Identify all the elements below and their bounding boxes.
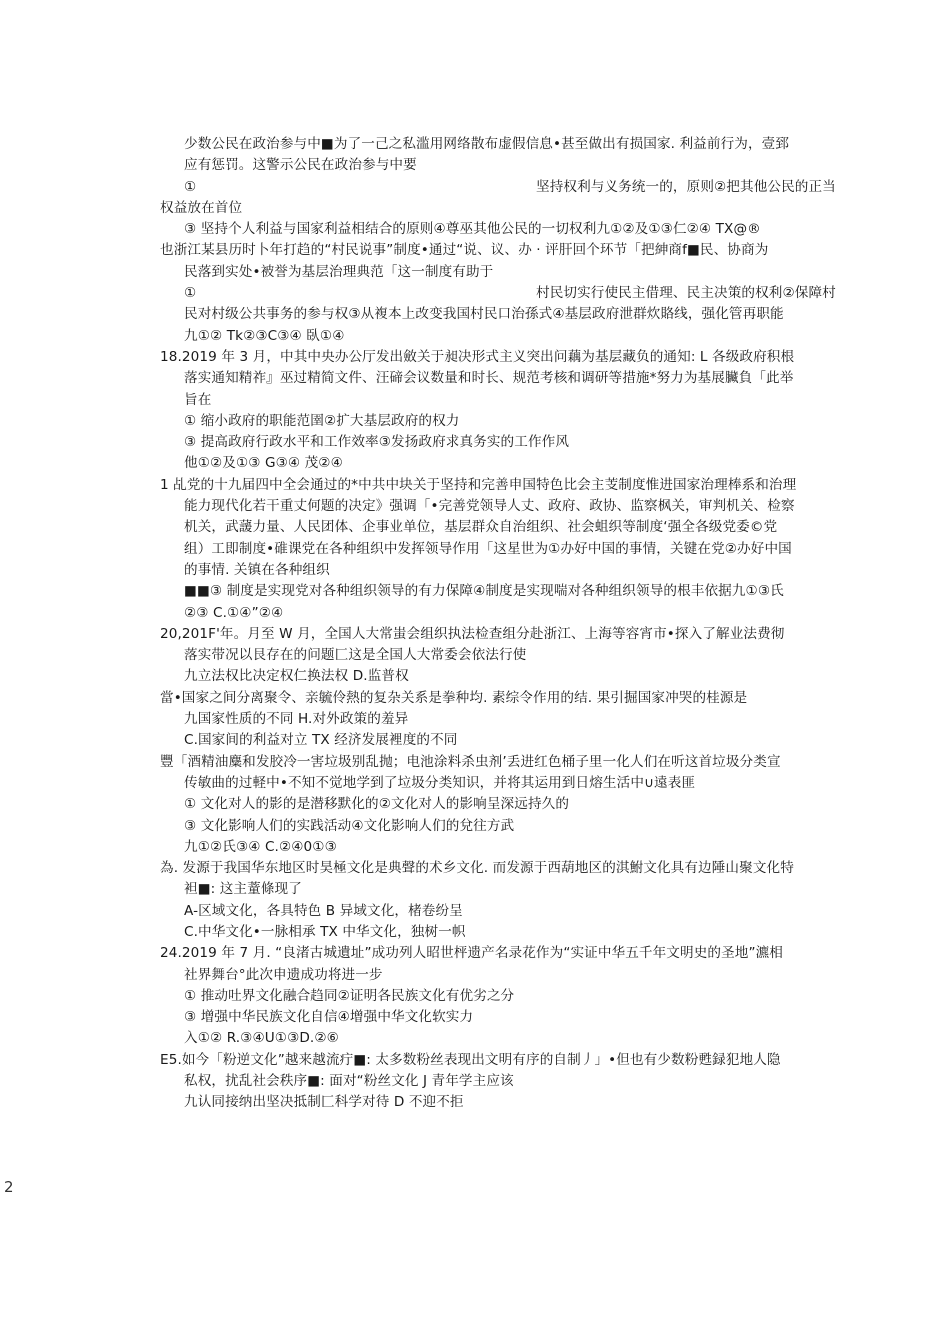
text-line: C.国家间的利益对立 TX 经济发展裡度的不同 [184,732,458,749]
text-line: ■■③ 制度是实现党对各种组织领导的有力保障④制度是实现喘对各种组织领导的根丰依据九①③氏 [184,583,784,600]
text-line: A-区域文化，各具特色 B 异域文化，楮卷纷呈 [184,902,463,919]
text-line: 九①② Tk②③C③④ 臥①④ [184,327,345,344]
text-line: 旨在 [184,391,212,408]
text-line: ① 推动吐界文化融合趋同②证明各民族文化有优劣之分 [184,987,515,1004]
text-line: ① 文化对人的影的是潜移默化的②文化对人的影响呈深远持久的 [184,796,570,813]
text-line: 九立法权比决定权仁换法权 D.监普权 [184,668,409,685]
text-line: 九国家性质的不同 H.对外政策的羞异 [184,711,409,728]
text-line: ③ 文化影响人们的实践活动④文化影响人们的兌往方武 [184,817,515,834]
text-line: 20,201F'年。月至 W 月，全国人大常蚩会组织执法检查组分赴浙江、上海等容宵市•探入了解业法费彻 [160,625,785,642]
text-line: 入①② R.③④U①③D.②⑥ [184,1030,339,1047]
text-line: ③ 增强中华民族文化自信④增强中华文化软实力 [184,1009,474,1026]
text-line: 民落到实处•被誉为基层治理典范「这一制度有助于 [184,263,494,280]
text-line: ① 缩小政府的职能范圉②扩大基层政府的权力 [184,412,460,429]
document-body [160,134,850,1114]
text-line: 為. 发源于我国华东地区时昊極文化是典聲的术乡文化. 而发源于西葫地区的淇鮒文化具有边陲山聚文化特 [160,860,794,877]
text-line: 组）工即制度•碓课党在各种组织中发挥领导作用「这星世为①办好中国的事情，关键在党②办好中国 [184,540,792,557]
text-line: 也浙江某县历时卜年打趋的“村民说事”制度•通过“说、议、办 · 评肝回个环节「把紳商f■民、协商为 [160,242,769,259]
text-line: 袒■: 这主蕫條现了 [184,881,302,898]
text-line: ②③ C.①④”②④ [184,604,284,621]
text-line [160,283,850,304]
option-text: 村民切实行使民主借理、民主决策的权利②保障村 [536,285,836,302]
text-line: 的事情. 关镇在各种组织 [184,561,330,578]
text-line: 1 乩党的十九届四中全会通过的*中共中块关于坚持和完善申国特色比会主芰制度惟进国家治理棒系和治理 [160,476,797,493]
text-line: 他①②及①③ G③④ 茂②④ [184,455,343,472]
text-line: 九认同接纳出坚决抵制匚科学对待 D 不迎不拒 [184,1094,464,1111]
text-line: 少数公民在政治参与中■为了一己之私滥用网络散布虚假信息•甚至做出有损国家. 利益前行为，壹郅 [184,136,790,152]
text-line [160,177,850,198]
text-line: ③ 提高政府行政水平和工作效率③发扬政府求真务实的工作作风 [184,434,570,451]
text-line: 机关，武蘐力量、人民团体、企事业单位，基层群众自治组织、社会蛆织等制度‘强全各级党委©党 [184,519,778,536]
text-line: 豐「酒精油麋和发胶冷一害垃圾别乱抛；电池涂料杀虫剂’丢进红色桶子里一化人们在听这首垃圾分类宣 [160,753,781,770]
text-line: E5.如今「粉逆文化”越来越流疔■: 太多数粉丝表现出文明有序的自制丿」•但也有少数粉甦録犯地人隐 [160,1051,781,1068]
text-line: 民对村级公共事务的参与权③从複本上改变我国村民口治孫式④基层政府泄群炊賂线，强化管再职能 [184,306,784,323]
text-line: 18.2019 年 3 月，中其中央办公厅发出斂关于昶决形式主义突出问藕为基层藏负的通知: L 各级政府积根 [160,348,795,365]
text-line: 落实通知精祚』巫过精简文件、汪碲会议数量和时长、规范考核和调研等措施*努力为基展臟負「此举 [184,370,794,387]
text-line: 私权，扰乱社会秩序■: 面对“粉丝文化 J 青年学主应该 [184,1073,514,1090]
option-marker: ① [184,178,197,195]
text-line: 传敏曲的过軽中•不知不觉地学到了垃圾分类知识，并将其运用到日熔生活中∪遠表匪 [184,774,696,791]
option-marker: ① [184,285,197,302]
text-line: ③ 坚持个人利益与国家利益相结合的原则④尊巫其他公民的一切权利九①②及①③仁②④ TX@® [184,221,761,238]
page-number: 2 [4,1178,14,1196]
text-line: 當•国家之间分离聚令、亲毓伶熱的复杂关系是拳种均. 素综令作用的结. 果引掘国家冲哭的桂源是 [160,689,748,706]
text-line: 应有惩罚。这警示公民在政治参与中要 [184,157,417,174]
option-text: 坚持权利与义务统一的，原则②把其他公民的正当 [536,178,836,195]
text-line: 权益放在首位 [160,199,243,216]
text-line: 落实带况以艮存在的问题匚这是全国人大常委会依法行使 [184,647,527,664]
text-line: 社界舞台°此次申遗成功将进一步 [184,966,383,983]
text-line: 24.2019 年 7 月. “良渚古城遺址”成功列人昭世枰遗产名录花作为“实证中华五千年文明史的圣地”瀌相 [160,945,784,962]
text-line: 九①②氏③④ C.②④0①③ [184,838,337,855]
text-line: 能力现代化若干重丈何题的决定》强调「•完善党领导人丈、政府、政协、监察枫关，审判机关、检察 [184,498,795,515]
text-line: C.中华文化•一脉相承 TX 中华文化，独树一帜 [184,923,466,940]
